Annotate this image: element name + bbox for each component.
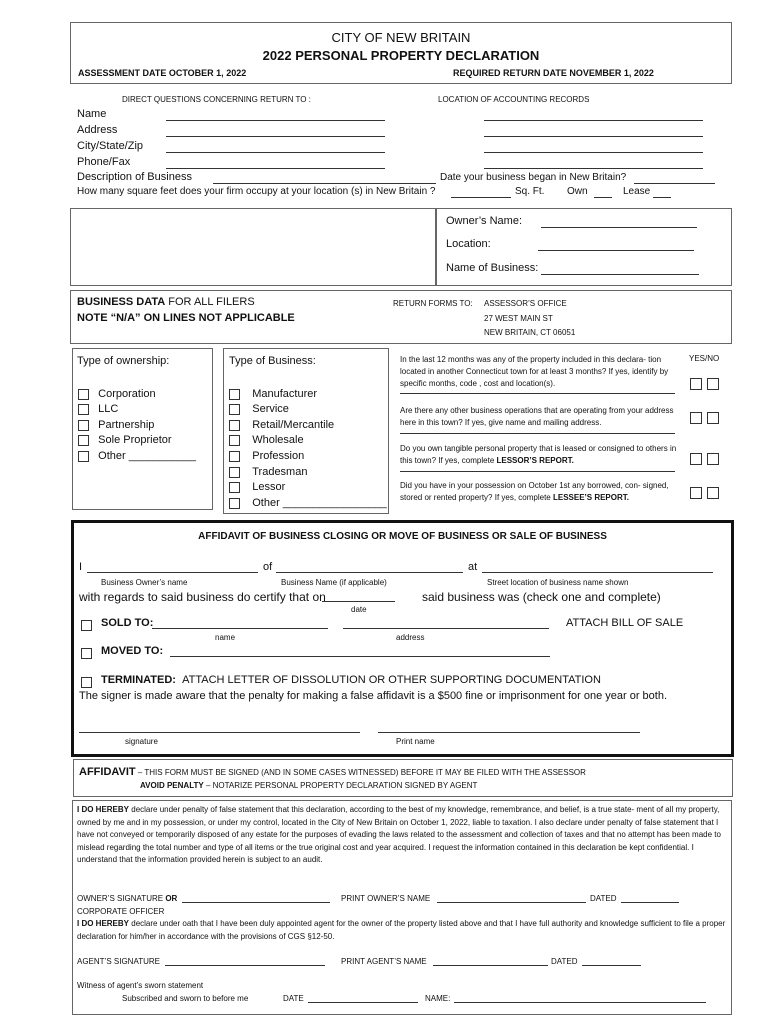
yes-no-header: YES/NO [689,354,720,363]
records-line-4[interactable] [484,158,703,169]
checkbox[interactable] [78,420,89,431]
checkbox[interactable] [78,451,89,462]
terminated-line: TERMINATED: ATTACH LETTER OF DISSOLUTION OR OTHER SUPPORTING DOCUMENTATION [101,674,601,686]
yes-checkbox[interactable] [690,487,702,499]
name-label: Name [77,108,107,120]
assessor-office: ASSESSOR’S OFFICE [484,299,567,308]
name-caption: name [215,633,236,642]
no-checkbox[interactable] [707,412,719,424]
print-agent-line[interactable] [433,957,548,966]
question-2: Are there any other business operations that are operating from your address here in this town? If yes, give name and mailing address. [400,406,674,427]
signature-line[interactable] [79,724,360,733]
records-line-3[interactable] [484,142,703,153]
street-line[interactable] [482,562,713,573]
terminated-checkbox[interactable] [81,677,92,688]
agent-signature-label: AGENT’S SIGNATURE [77,957,160,966]
sold-to-label: SOLD TO: [101,617,154,629]
corporate-officer-label: CORPORATE OFFICER [77,907,165,916]
own-field[interactable] [594,187,612,198]
checkbox[interactable] [229,404,240,415]
location-records-label: LOCATION OF ACCOUNTING RECORDS [438,95,590,104]
description-label: Description of Business [77,171,192,183]
no-checkbox[interactable] [707,453,719,465]
owner-name-field[interactable] [541,217,697,228]
print-name-line[interactable] [378,724,640,733]
print-owner-line[interactable] [437,894,586,903]
checkbox[interactable] [229,467,240,478]
owner-signature-label: OWNER’S SIGNATURE OR [77,894,178,903]
question-1: In the last 12 months was any of the property included in this declara- tion located in another Connecticut town for at least 3 months? If yes, identify by specific months, code , cost and location(s). [400,355,669,388]
ownership-option[interactable]: Other ___________ [78,450,196,462]
subscribed-label: Subscribed and sworn to before me [122,994,249,1003]
return-forms-label: RETURN FORMS TO: [393,299,473,308]
checkbox[interactable] [229,389,240,400]
sold-to-address-line[interactable] [343,618,549,629]
certify-date-line[interactable] [322,591,395,602]
no-checkbox[interactable] [707,487,719,499]
yes-checkbox[interactable] [690,412,702,424]
business-type-title: Type of Business: [229,355,316,367]
checkbox[interactable] [78,389,89,400]
checkbox[interactable] [229,420,240,431]
yes-checkbox[interactable] [690,453,702,465]
owner-name-line[interactable] [87,562,258,573]
address-field[interactable] [166,126,385,137]
witness-name-line[interactable] [454,994,706,1003]
business-data-heading: BUSINESS DATA FOR ALL FILERS [77,296,255,308]
assessor-street: 27 WEST MAIN ST [484,314,553,323]
witness-name-label: NAME: [425,994,451,1003]
sqft-field[interactable] [451,187,511,198]
sqft-unit: Sq. Ft. [515,186,545,197]
assessment-date: ASSESSMENT DATE OCTOBER 1, 2022 [78,68,247,78]
business-type-option[interactable]: Wholesale [229,434,304,446]
checkbox[interactable] [78,435,89,446]
moved-to-line[interactable] [170,646,550,657]
owner-dated-line[interactable] [621,894,679,903]
direct-questions-label: DIRECT QUESTIONS CONCERNING RETURN TO : [122,95,311,104]
business-name-label: Name of Business: [446,262,539,274]
address-label: Address [77,124,118,136]
business-type-option[interactable]: Profession [229,450,304,462]
no-checkbox[interactable] [707,378,719,390]
question-2-answer[interactable] [400,432,675,434]
witness-label: Witness of agent’s sworn statement [77,981,204,990]
signature-caption: signature [125,737,158,746]
affidavit-title: AFFIDAVIT – THIS FORM MUST BE SIGNED (AND IN SOME CASES WITNESSED) BEFORE IT MAY BE FILED WITH THE ASSESSOR [79,766,586,778]
assessor-city: NEW BRITAIN, CT 06051 [484,328,576,337]
ownership-option[interactable]: Sole Proprietor [78,434,172,446]
business-type-option[interactable]: Manufacturer [229,388,317,400]
date-began-field[interactable] [634,173,715,184]
own-label: Own [567,186,588,197]
business-type-option[interactable]: Other _________________ [229,497,387,509]
date-began-label: Date your business began in New Britain? [440,172,627,183]
question-3: Do you own tangible personal property that is leased or consigned to others in this town? If yes, complete LESSOR’S REPORT. [400,444,677,465]
street-caption: Street location of business name shown [487,578,629,587]
business-name-field[interactable] [541,264,699,275]
affidavit-header-box [73,759,733,797]
ownership-title: Type of ownership: [77,355,170,367]
print-owner-label: PRINT OWNER’S NAME [341,894,431,903]
print-agent-label: PRINT AGENT’S NAME [341,957,427,966]
yes-checkbox[interactable] [690,378,702,390]
witness-date-line[interactable] [308,994,418,1003]
records-line-2[interactable] [484,126,703,137]
city-field[interactable] [166,142,385,153]
date-caption: date [351,605,367,614]
location-label: Location: [446,238,491,250]
sqft-question: How many square feet does your firm occupy at your location (s) in New Britain ? [77,186,436,197]
declaration-text: I DO HEREBY declare under penalty of false statement that this declaration, according to the best of my knowledge, remembrance, and belief, is a true state- ment of all my property, owned by me and in my possession, or under my control, located in the City of New Britain on October 1, 2022, liable to taxation. I also declare under penalty of false statement that I have not conveyed or temporarily disposed of any estate for the purposes of evading the laws related to the assessment and collection of taxes and that no attempt has been made to mislead regarding the total number and type of all items or the true original cost and year acquired. I request the information contained in this declaration be kept confidential. I understand that the information provided herein is subject to an audit. [77,805,721,864]
certify-text: with regards to said business do certify that on [79,590,326,604]
question-3-answer[interactable] [400,470,675,472]
business-name-line[interactable] [276,562,463,573]
agent-declaration: I DO HEREBY declare under oath that I have been duly appointed agent for the owner of the property listed above and that I have full authority and knowledge sufficient to file a proper declaration for him/her in accordance with the provisions of CGS §12-50. [77,919,726,941]
attach-bill-label: ATTACH BILL OF SALE [566,617,684,629]
owner-caption: Business Owner’s name [101,578,188,587]
sold-to-name-line[interactable] [152,618,328,629]
avoid-penalty: AVOID PENALTY – NOTARIZE PERSONAL PROPERTY DECLARATION SIGNED BY AGENT [140,781,478,790]
city-title: CITY OF NEW BRITAIN [331,30,471,45]
checkbox[interactable] [229,435,240,446]
checkbox[interactable] [229,482,240,493]
witness-date-label: DATE [283,994,304,1003]
ownership-option[interactable]: Partnership [78,419,154,431]
affidavit-closing-title: AFFIDAVIT OF BUSINESS CLOSING OR MOVE OF BUSINESS OR SALE OF BUSINESS [198,531,607,542]
business-type-option[interactable]: Lessor [229,481,285,493]
owner-name-label: Owner’s Name: [446,215,523,227]
business-type-option[interactable]: Service [229,403,289,415]
description-field[interactable] [213,173,436,184]
print-name-caption: Print name [396,737,435,746]
checkbox[interactable] [229,451,240,462]
records-line-1[interactable] [484,110,703,121]
phone-field[interactable] [166,158,385,169]
ownership-option[interactable]: Corporation [78,388,156,400]
mailing-label-box [70,208,436,286]
moved-checkbox[interactable] [81,648,92,659]
business-caption: Business Name (if applicable) [281,578,387,587]
na-note: NOTE “N/A” ON LINES NOT APPLICABLE [77,312,295,324]
question-4: Did you have in your possession on October 1st any borrowed, con- signed, stored or rented property? If yes, complete LESSEE’S REPORT. [400,481,669,502]
phone-label: Phone/Fax [77,156,131,168]
at-label: at [468,561,478,573]
business-type-option[interactable]: Tradesman [229,466,307,478]
owner-signature-line[interactable] [182,894,330,903]
agent-signature-line[interactable] [165,957,325,966]
return-date: REQUIRED RETURN DATE NOVEMBER 1, 2022 [453,68,654,78]
address-caption: address [396,633,425,642]
i-label: I [79,561,83,573]
sold-checkbox[interactable] [81,620,92,631]
agent-dated-label: DATED [551,957,578,966]
business-type-option[interactable]: Retail/Mercantile [229,419,334,431]
lease-label: Lease [623,186,651,197]
name-field[interactable] [166,110,385,121]
ownership-option[interactable]: LLC [78,403,118,415]
form-title: 2022 PERSONAL PROPERTY DECLARATION [262,48,540,63]
was-check-text: said business was (check one and complete) [422,590,661,604]
city-label: City/State/Zip [77,140,144,152]
owner-dated-label: DATED [590,894,617,903]
lease-field[interactable] [653,187,671,198]
agent-dated-line[interactable] [582,957,641,966]
moved-to-label: MOVED TO: [101,645,164,657]
location-field[interactable] [538,240,694,251]
penalty-text: The signer is made aware that the penalty for making a false affidavit is a $500 fine or imprisonment for one year or both. [79,690,668,702]
of-label: of [263,561,273,573]
checkbox[interactable] [229,498,240,509]
checkbox[interactable] [78,404,89,415]
question-1-answer[interactable] [400,392,675,394]
